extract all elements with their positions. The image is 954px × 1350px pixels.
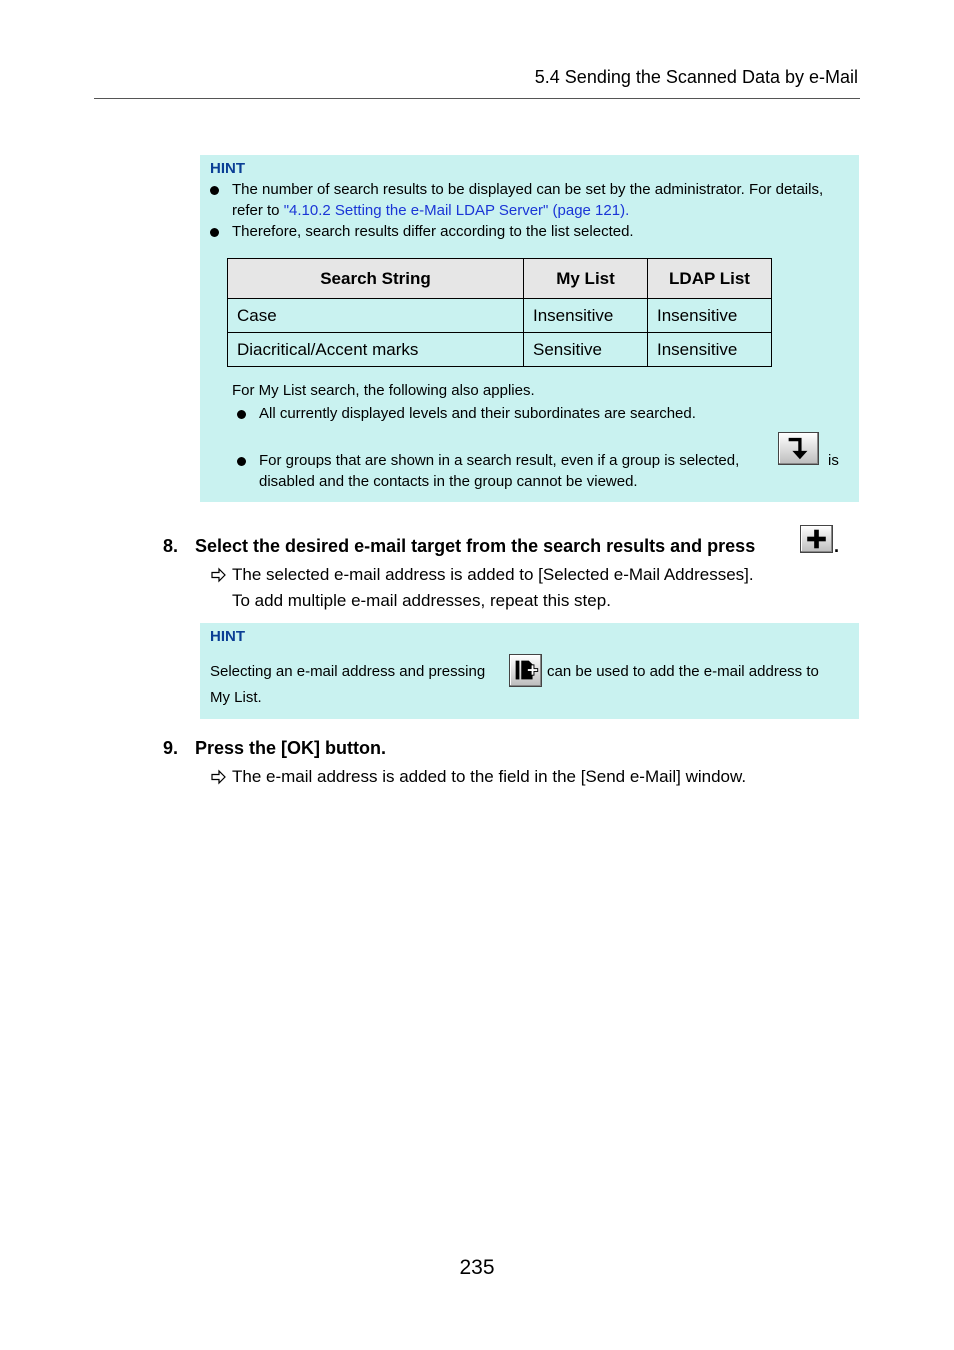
table-cell: Insensitive — [648, 299, 772, 333]
section-title: 5.4 Sending the Scanned Data by e-Mail — [534, 67, 858, 87]
step-8-note: To add multiple e-mail addresses, repeat this step. — [232, 591, 611, 610]
bullet-text: The number of search results to be displayed can be set by the administrator. For details, refer to — [232, 181, 824, 219]
hint-bullet-results-count — [232, 179, 832, 221]
bullet-dot — [237, 457, 246, 466]
step-9-result — [232, 766, 746, 788]
table-cell: Insensitive — [524, 299, 648, 333]
table-cell: Insensitive — [648, 333, 772, 367]
table-header-row — [228, 259, 772, 299]
bullet-text: For groups that are shown in a search result, even if a group is selected, — [259, 452, 740, 469]
column-header: My List — [524, 259, 648, 299]
mylist-bullet-groups — [259, 450, 839, 471]
result-text: The selected e-mail address is added to [Selected e-Mail Addresses]. — [232, 565, 754, 584]
bullet-text-continued: disabled and the contacts in the group cannot be viewed. — [259, 473, 638, 490]
result-arrow-icon — [211, 564, 227, 586]
hint-text-line2: My List. — [210, 689, 262, 706]
table-cell: Diacritical/Accent marks — [228, 333, 524, 367]
table-row — [228, 299, 772, 333]
bullet-text: Therefore, search results differ according to the list selected. — [232, 223, 634, 240]
step-text: Select the desired e-mail target from the search results and press — [195, 536, 756, 556]
hint-text-before: Selecting an e-mail address and pressing — [210, 663, 486, 680]
bullet-text: All currently displayed levels and their subordinates are searched. — [259, 405, 696, 422]
step-text: Press the [OK] button. — [195, 738, 387, 758]
step-number: 9. — [163, 738, 179, 758]
column-header: LDAP List — [648, 259, 772, 299]
hint-bullet-results-differ — [232, 221, 832, 242]
table-cell: Sensitive — [524, 333, 648, 367]
page-number: 235 — [459, 1256, 495, 1279]
bullet-dot — [210, 186, 219, 195]
step-8-result — [232, 564, 754, 586]
plus-icon — [800, 525, 833, 553]
table-cell: Case — [228, 299, 524, 333]
step-number: 8. — [163, 536, 179, 556]
header-divider — [94, 98, 860, 99]
step-8-period: . — [834, 536, 840, 556]
hint-label: HINT — [210, 160, 245, 177]
hint-box-mylist — [200, 623, 859, 719]
link-period: . — [625, 202, 630, 219]
result-arrow-icon — [211, 766, 227, 788]
result-text: The e-mail address is added to the field in the [Send e-Mail] window. — [232, 767, 747, 786]
bullet-dot — [237, 410, 246, 419]
ldap-settings-link[interactable]: "4.10.2 Setting the e-Mail LDAP Server" (page 121) — [283, 202, 626, 219]
arrow-down-turn-icon — [778, 432, 819, 465]
hint-label: HINT — [210, 628, 245, 645]
bullet-text-is: is — [828, 452, 839, 469]
hint-text-after: can be used to add the e-mail address to — [547, 663, 819, 680]
bullet-dot — [210, 228, 219, 237]
hint-box-search — [200, 155, 859, 502]
add-to-list-icon — [509, 654, 542, 687]
search-sensitivity-table — [227, 258, 772, 367]
table-row — [228, 333, 772, 367]
mylist-note: For My List search, the following also applies. — [232, 382, 535, 399]
column-header: Search String — [228, 259, 524, 299]
mylist-bullet-levels — [259, 403, 839, 424]
